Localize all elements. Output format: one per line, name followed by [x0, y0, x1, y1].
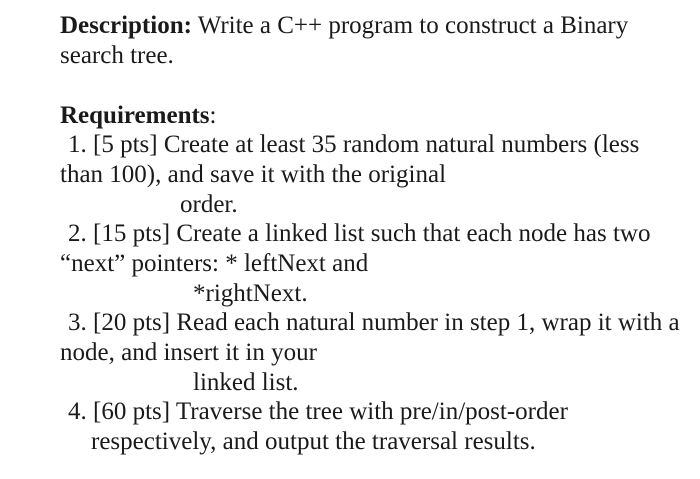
requirement-2-line-3: *rightNext.: [193, 280, 308, 307]
requirements-heading: [60, 101, 216, 131]
requirement-1-line-3: order.: [180, 191, 238, 218]
requirements-heading-colon: :: [209, 102, 217, 129]
requirement-1-line-1: 1. [5 pts] Create at least 35 random natural numbers (less: [68, 131, 640, 158]
requirements-heading-text: Requirements: [60, 102, 210, 129]
requirement-2-line-1: 2. [15 pts] Create a linked list such that each node has two: [68, 220, 651, 247]
requirement-1-line-2: than 100), and save it with the original: [60, 161, 447, 188]
requirement-3-line-2: node, and insert it in your: [60, 339, 317, 366]
description-text: Write a C++ program to construct a Binary: [191, 12, 629, 39]
description-label: Description:: [60, 12, 192, 39]
description-line-1: [60, 11, 628, 41]
requirement-3-line-1: 3. [20 pts] Read each natural number in step 1, wrap it with a: [68, 309, 680, 336]
description-line-2: search tree.: [60, 42, 174, 69]
requirement-2-line-2: “next” pointers: * leftNext and: [60, 250, 369, 277]
requirement-4-line-1: 4. [60 pts] Traverse the tree with pre/in/post-order: [68, 398, 568, 425]
requirement-4-line-2: respectively, and output the traversal results.: [91, 428, 536, 455]
requirement-3-line-3: linked list.: [193, 369, 299, 396]
